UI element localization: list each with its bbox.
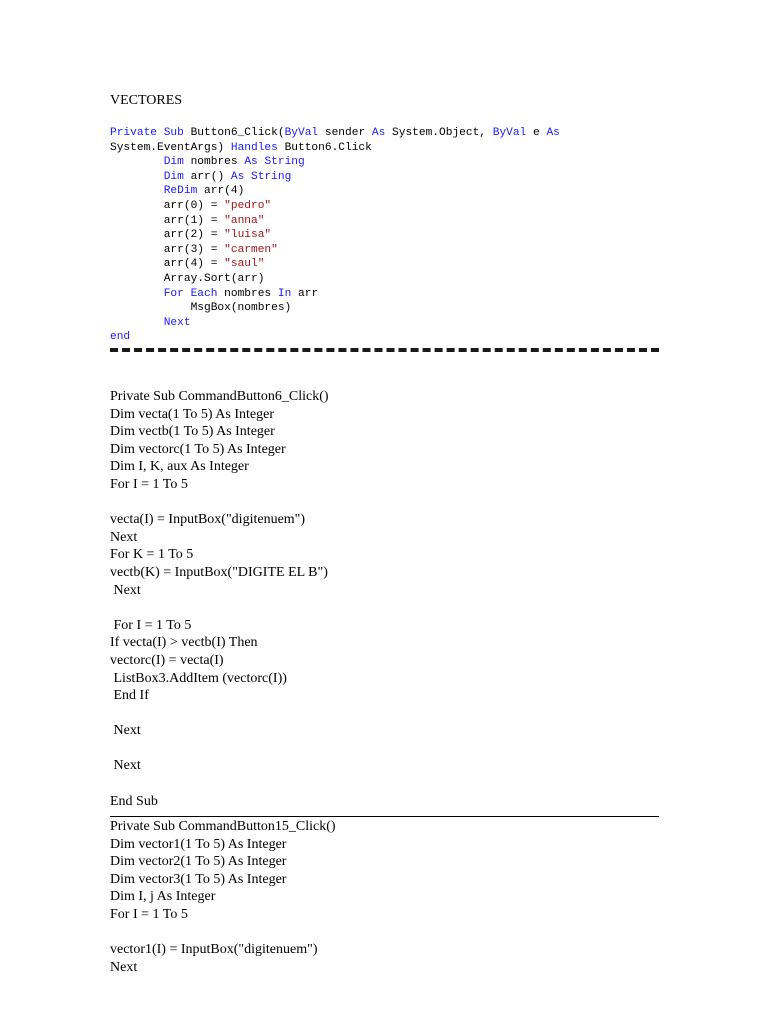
code-line: vecta(I) = InputBox("digitenuem")	[110, 512, 306, 528]
code-string: "anna"	[224, 214, 265, 227]
code-keyword: As	[546, 127, 560, 139]
code-text: arr()	[183, 170, 231, 183]
code-text: System.Object,	[385, 127, 493, 139]
code-line: Dim vecta(1 To 5) As Integer	[110, 406, 274, 422]
code-keyword: Private Sub	[110, 127, 191, 139]
code-line: Private Sub CommandButton15_Click()	[110, 819, 336, 834]
code-line: Next	[110, 723, 141, 739]
code-text: nombres	[183, 156, 245, 169]
blank-line	[110, 494, 670, 512]
code-text: Button6_Click(	[190, 127, 285, 139]
code-text	[110, 288, 164, 300]
solid-separator	[110, 816, 659, 817]
code-text: arr(3) =	[110, 243, 225, 256]
code-keyword: ByVal	[492, 127, 527, 139]
code-string: "luisa"	[224, 229, 272, 242]
code-line	[110, 301, 670, 316]
code-text: arr(1) =	[110, 214, 225, 227]
code-text: arr	[291, 287, 319, 300]
vb6-code-block-1	[110, 388, 670, 810]
code-line: Dim I, j As Integer	[110, 889, 216, 905]
code-keyword: ByVal	[284, 127, 319, 139]
code-line: Dim vector3(1 To 5) As Integer	[110, 871, 287, 887]
code-keyword: Dim	[163, 156, 184, 169]
code-line: For I = 1 To 5	[110, 906, 188, 922]
code-line	[110, 126, 670, 141]
code-line: Dim I, K, aux As Integer	[110, 459, 249, 475]
vbnet-code-block	[110, 126, 670, 345]
code-line: Dim vector1(1 To 5) As Integer	[110, 836, 287, 852]
code-keyword: ReDim	[163, 185, 198, 198]
dashed-separator	[110, 348, 659, 352]
code-line: Dim vectorc(1 To 5) As Integer	[110, 441, 286, 457]
code-string: "carmen"	[224, 243, 278, 256]
blank-line	[110, 705, 670, 723]
code-text: arr(2) =	[110, 229, 225, 242]
code-line: ListBox3.AddItem (vectorc(I))	[110, 670, 287, 686]
code-line: For K = 1 To 5	[110, 547, 194, 563]
code-text	[110, 156, 164, 168]
code-line: Dim vectb(1 To 5) As Integer	[110, 424, 275, 440]
code-line: For I = 1 To 5	[110, 476, 188, 492]
code-string: "pedro"	[224, 199, 272, 212]
code-line	[110, 272, 670, 287]
code-text	[110, 185, 164, 197]
code-text: arr(0) =	[110, 199, 225, 212]
code-line: End Sub	[110, 793, 158, 809]
code-line	[110, 243, 670, 258]
blank-line	[110, 599, 670, 617]
code-text: arr(4)	[197, 185, 245, 198]
code-line	[110, 141, 670, 156]
code-text: Button6.Click	[277, 141, 372, 154]
code-line	[110, 199, 670, 214]
code-keyword: Handles	[230, 141, 278, 154]
code-keyword: end	[110, 331, 131, 344]
code-text: System.EventArgs)	[110, 141, 231, 154]
code-text: Array.Sort(arr)	[110, 272, 265, 285]
code-line	[110, 228, 670, 243]
code-line	[110, 287, 670, 302]
code-line: vector1(I) = InputBox("digitenuem")	[110, 942, 318, 958]
code-line: vectb(K) = InputBox("DIGITE EL B")	[110, 564, 328, 580]
code-text: e	[526, 127, 547, 139]
code-line	[110, 170, 670, 185]
code-text	[110, 317, 164, 329]
code-line: Private Sub CommandButton6_Click()	[110, 389, 329, 404]
code-text: arr(4) =	[110, 258, 225, 271]
code-line: Next	[110, 758, 141, 774]
code-line: For I = 1 To 5	[110, 617, 192, 633]
code-keyword: Next	[163, 316, 191, 329]
code-line: Next	[110, 582, 141, 598]
code-keyword: As	[371, 127, 386, 139]
code-line	[110, 155, 670, 170]
code-line	[110, 330, 670, 345]
code-text	[110, 171, 164, 183]
code-line: vectorc(I) = vecta(I)	[110, 652, 224, 668]
blank-line	[110, 740, 670, 758]
code-string: "saul"	[224, 258, 265, 271]
code-line: Dim vector2(1 To 5) As Integer	[110, 854, 287, 870]
code-keyword: As String	[230, 170, 292, 183]
code-line: Next	[110, 959, 138, 975]
code-line	[110, 184, 670, 199]
code-line: If vecta(I) > vectb(I) Then	[110, 635, 258, 651]
blank-line	[110, 924, 670, 942]
code-keyword: For Each	[163, 287, 218, 300]
code-text: sender	[318, 127, 372, 139]
code-keyword: In	[277, 287, 292, 300]
code-keyword: Dim	[163, 170, 184, 183]
document-title: VECTORES	[110, 93, 183, 108]
code-line	[110, 214, 670, 229]
code-line	[110, 257, 670, 272]
code-line: Next	[110, 529, 138, 545]
code-line: End If	[110, 688, 149, 704]
code-keyword: As String	[244, 156, 305, 169]
code-line	[110, 316, 670, 331]
vb6-code-block-2	[110, 818, 670, 976]
code-text: nombres	[217, 287, 278, 300]
blank-line	[110, 775, 670, 793]
code-text: MsgBox(nombres)	[110, 302, 292, 315]
